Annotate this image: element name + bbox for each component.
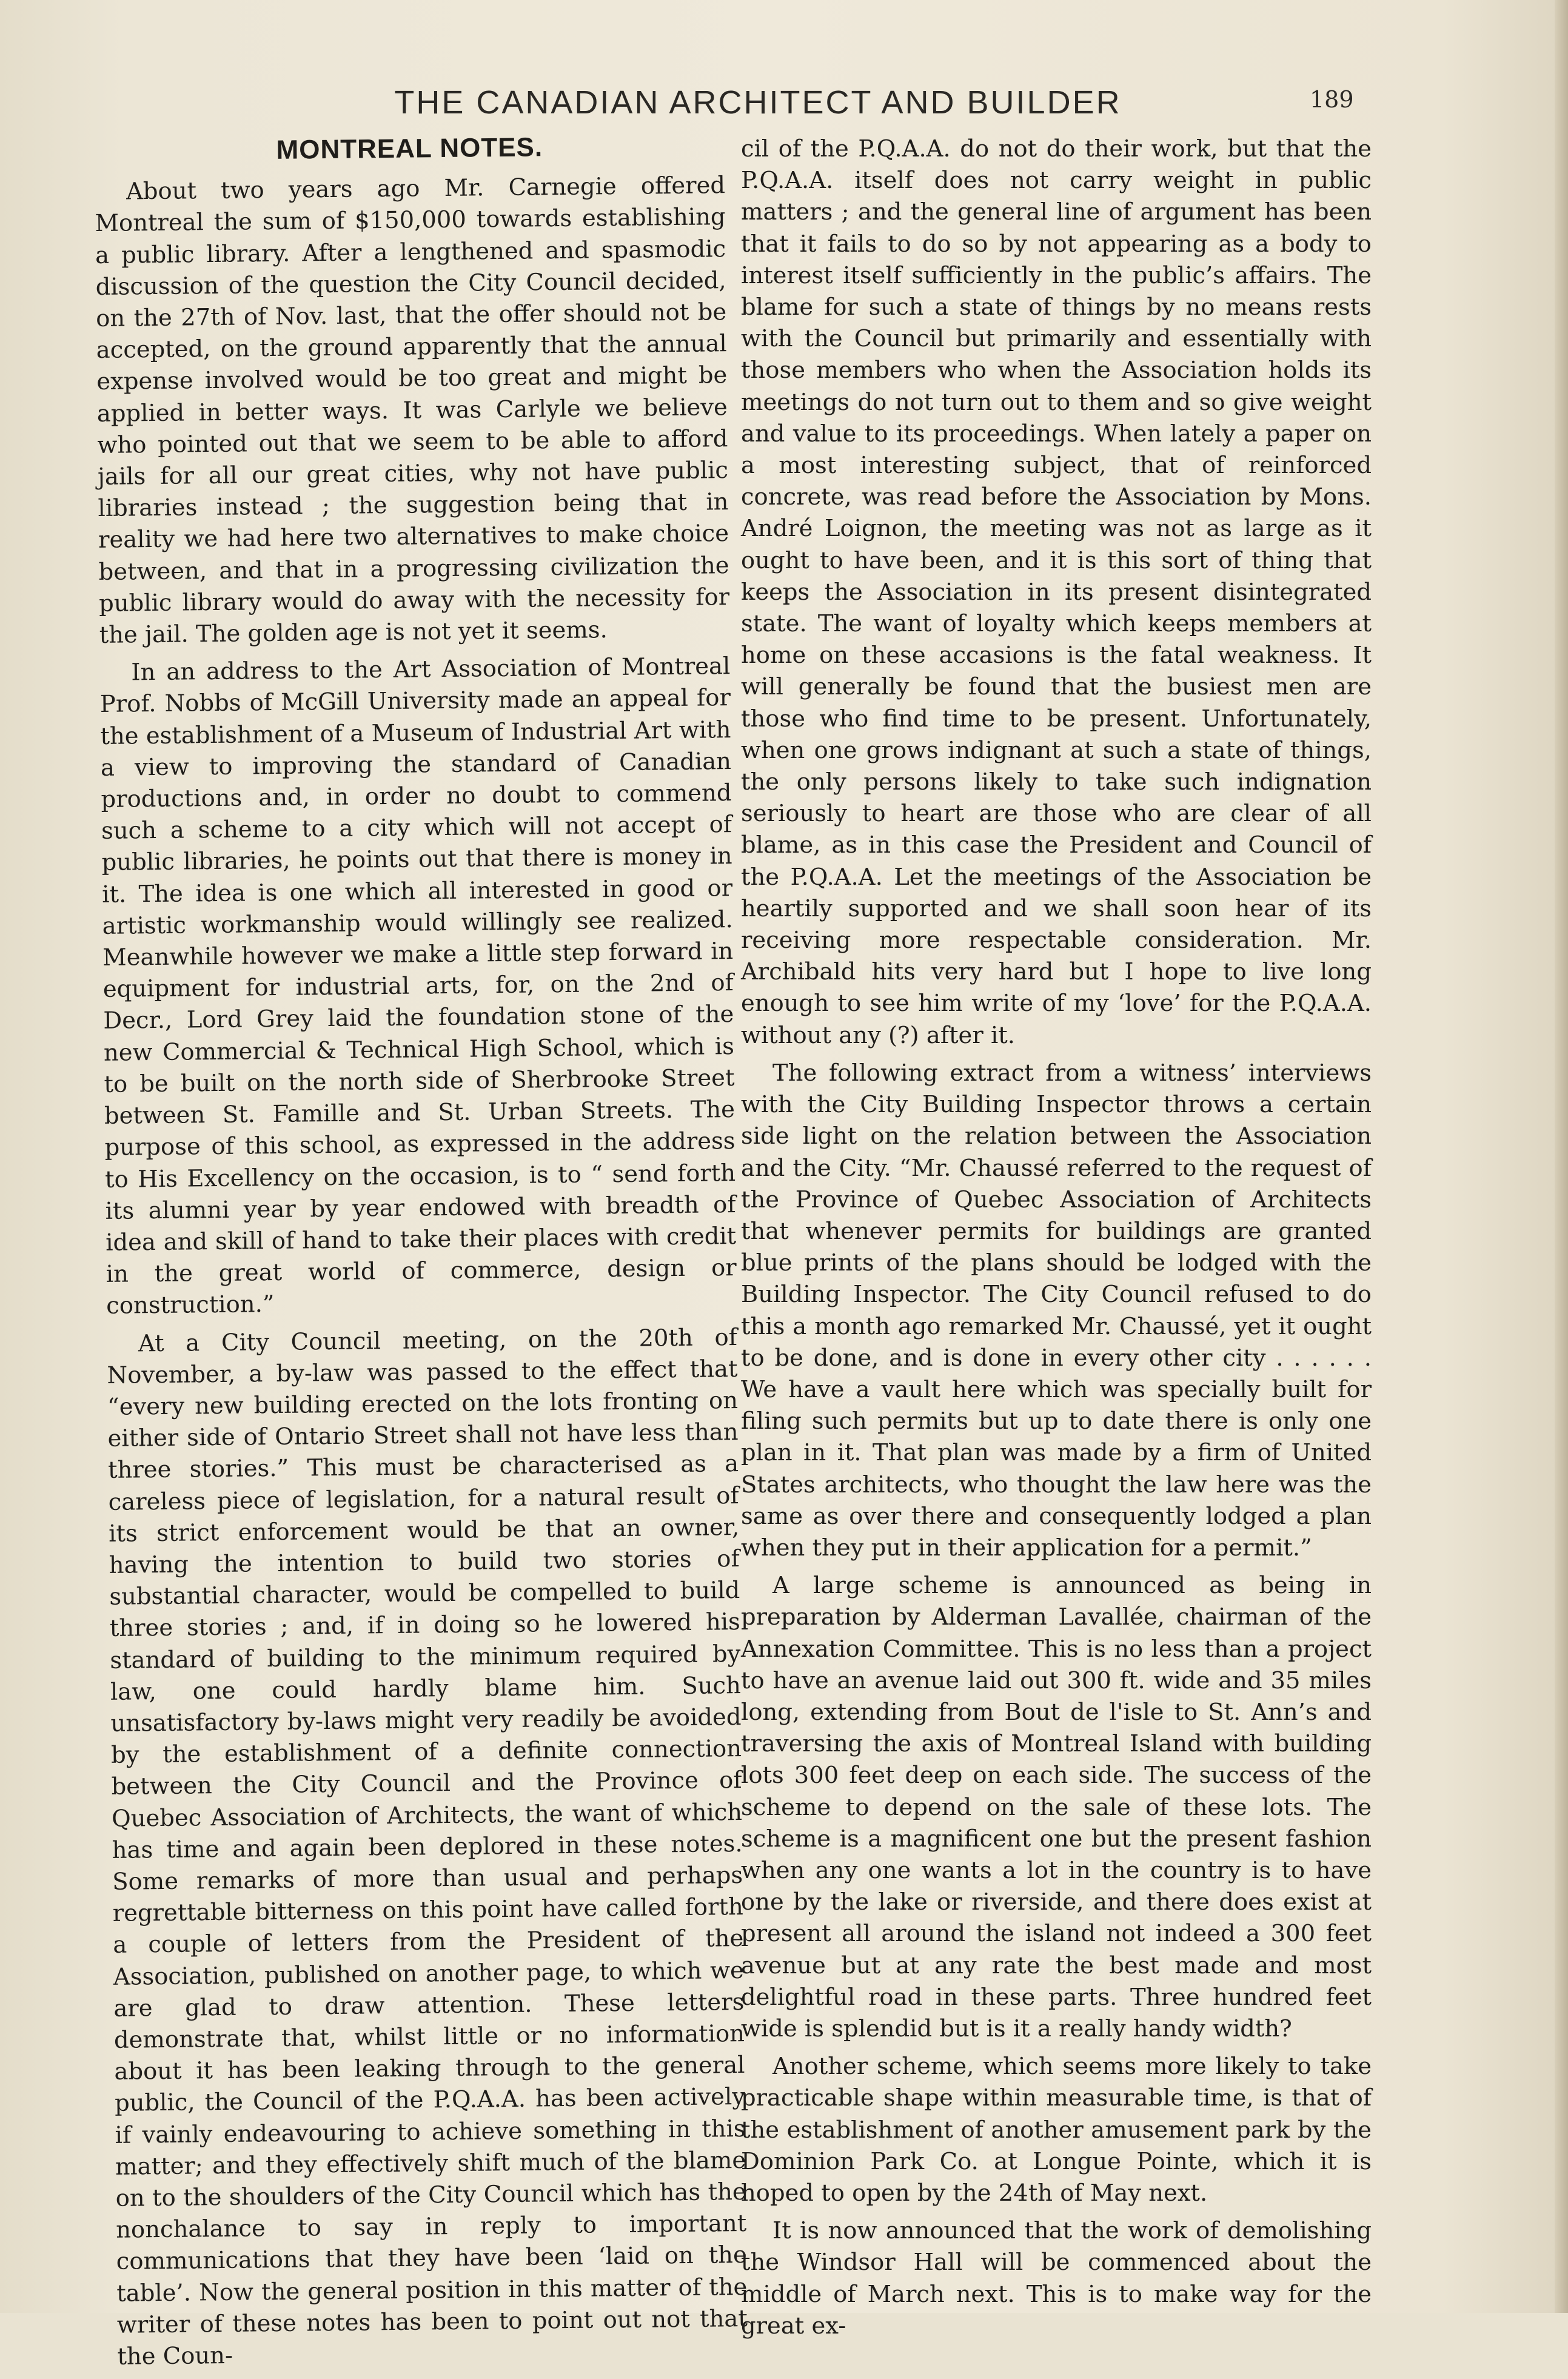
right-column xyxy=(741,133,1372,2348)
paragraph: In an address to the Art Association of Montreal Prof. Nobbs of McGill University made an appeal for the establishment of a Museum of Industrial Art with a view to improving the standard of Canadian productions and, in order no doubt to commend such a scheme to a city which will not accept of public libraries, he points out that there is money in it. The idea is one which all interested in good or artistic workmanship would willingly see realized. Meanwhile however we make a little step forward in equipment for industrial arts, for, on the 2nd of Decr., Lord Grey laid the foundation stone of the new Commercial & Technical High School, which is to be built on the north side of Sherbrooke Street between St. Famille and St. Urban Streets. The purpose of this school, as expressed in the address to His Excellency on the occasion, is to “ send forth its alumni year by year endowed with breadth of idea and skill of hand to take their places with credit in the great world of commerce, design or construction.” xyxy=(99,653,737,1320)
paragraph: The following extract from a witness’ interviews with the City Building Inspector throws a certain side light on the relation between the Association and the City. “Mr. Chaussé referred to the request of the Province of Quebec Association of Architects that whenever permits for buildings are granted blue prints of the plans should be lodged with the Building Inspector. The City Council refused to do this a month ago remarked Mr. Chaussé, yet it ought to be done, and is done in every other city . . . . . . We have a vault here which was specially built for filing such permits but up to date there is only one plan in it. That plan was made by a firm of United States architects, who thought the law here was the same as over there and consequently lodged a plan when they put in their application for a permit.” xyxy=(741,1059,1372,1562)
paragraph: At a City Council meeting, on the 20th of November, a by-law was passed to the effect that “every new building erected on the lots fronting on either side of Ontario Street shall not have less than three stories.” This must be characterised as a careless piece of legislation, for a natural result of its strict enforcement would be that an owner, having the intention to build two stories of substantial character, would be compelled to build three stories ; and, if in doing so he lowered his standard of building to the minimum required by law, one could hardly blame him. Such unsatisfactory by-laws might very readily be avoided by the establishment of a definite connection between the City Council and the Province of Quebec Association of Architects, the want of which has time and again been deplored in these notes. Some remarks of more than usual and perhaps regrettable bitterness on this point have called forth a couple of letters from the President of the Association, published on another page, to which we are glad to draw attention. These letters demonstrate that, whilst little or no information about it has been leaking through to the general public, the Council of the P.Q.A.A. has been actively if vainly endeavouring to achieve something in this matter; and they effectively shift much of the blame on to the shoulders of the City Council which has the nonchalance to say in reply to important communications that they have been ‘laid on the table’. Now the general position in this matter of the writer of these notes has been to point out not that the Coun- xyxy=(107,1323,748,2371)
paragraph: It is now announced that the work of demolishing the Windsor Hall will be commenced about the middle of March next. This is to make way for the great ex- xyxy=(741,2217,1372,2340)
left-column xyxy=(94,124,748,2379)
paragraph: About two years ago Mr. Carnegie offered Montreal the sum of $150,000 towards establishing a public library. After a lengthened and spasmodic discussion of the question the City Council decided, on the 27th of Nov. last, that the offer should not be accepted, on the ground apparently that the annual expense involved would be too great and might be applied in better ways. It was Carlyle we believe who pointed out that we seem to be able to afford jails for all our great cities, why not have public libraries instead ; the suggestion being that in reality we had here two alternatives to make choice between, and that in a progressing civilization the public library would do away with the necessity for the jail. The golden age is not yet it seems. xyxy=(95,172,730,649)
paragraph: A large scheme is announced as being in preparation by Alderman Lavallée, chairman of the Annexation Committee. This is no less than a project to have an avenue laid out 300 ft. wide and 35 miles long, extending from Bout de l'isle to St. Ann’s and traversing the axis of Montreal Island with building lots 300 feet deep on each side. The success of the scheme to depend on the sale of these lots. The scheme is a magnificent one but the present fashion when any one wants a lot in the country is to have one by the lake or riverside, and there does exist at present all around the island not indeed a 300 feet avenue but at any rate the best made and most delightful road in these parts. Three hundred feet wide is splendid but is it a really handy width? xyxy=(741,1572,1372,2042)
paragraph: cil of the P.Q.A.A. do not do their work, but that the P.Q.A.A. itself does not carry weight in public matters ; and the general line of argument has been that it fails to do so by not appearing as a body to interest itself sufficiently in the public’s affairs. The blame for such a state of things by no means rests with the Council but primarily and essentially with those members who when the Association holds its meetings do not turn out to them and so give weight and value to its proceedings. When lately a paper on a most interesting subject, that of reinforced concrete, was read before the Association by Mons. André Loignon, the meeting was not as large as it ought to have been, and it is this sort of thing that keeps the Association in its present disintegrated state. The want of loyalty which keeps members at home on these accasions is the fatal weakness. It will generally be found that the busiest men are those who find time to be present. Unfortunately, when one grows indignant at such a state of things, the only persons likely to take such indignation seriously to heart are those who are clear of all blame, as in this case the President and Council of the P.Q.A.A. Let the meetings of the Association be heartily supported and we shall soon hear of its receiving more respectable consideration. Mr. Archibald hits very hard but I hope to live long enough to see him write of my ‘love’ for the P.Q.A.A. without any (?) after it. xyxy=(741,135,1372,1049)
article-title: MONTREAL NOTES. xyxy=(276,132,543,165)
running-head: THE CANADIAN ARCHITECT AND BUILDER xyxy=(394,84,1122,121)
paragraph: Another scheme, which seems more likely to take practicable shape within measurable time, is that of the establishment of another amusement park by the Dominion Park Co. at Longue Pointe, which it is hoped to open by the 24th of May next. xyxy=(741,2053,1372,2207)
page-edge xyxy=(1555,0,1568,2313)
page-number: 189 xyxy=(1310,86,1354,113)
